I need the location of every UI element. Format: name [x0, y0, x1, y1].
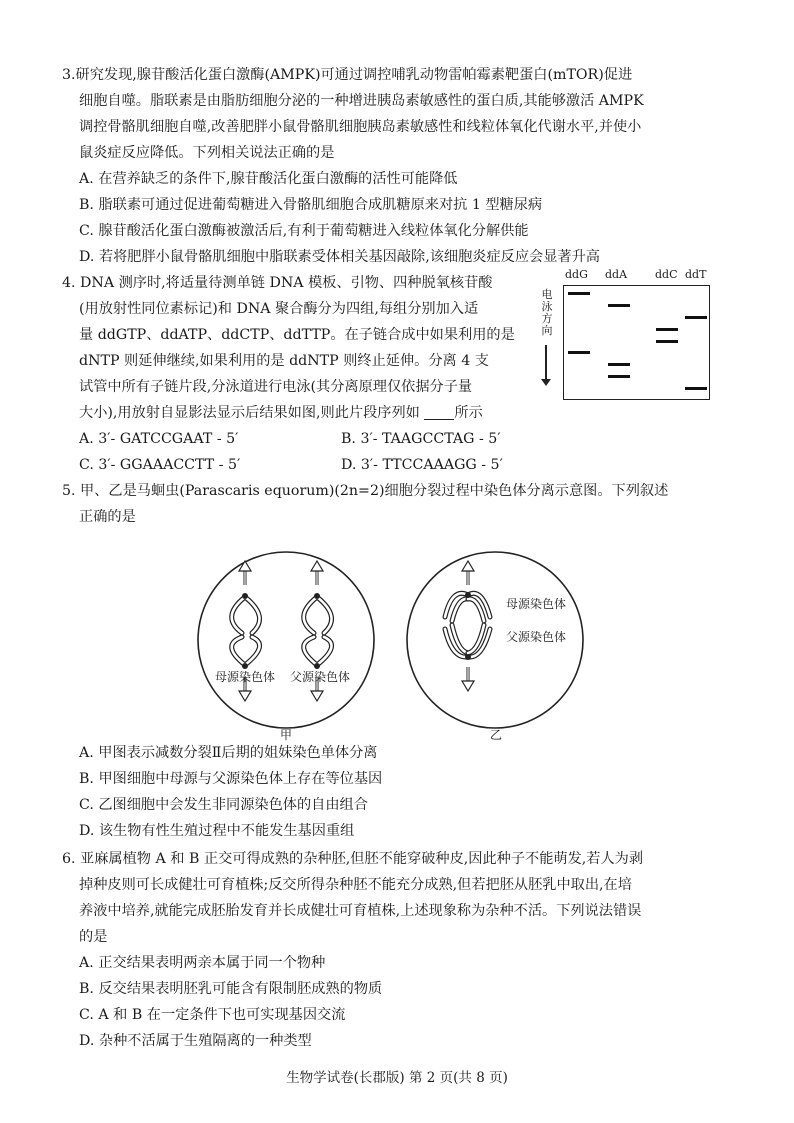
question-3-stem-line: 鼠炎症反应降低。下列相关说法正确的是: [79, 145, 335, 161]
direction-arrow-icon: [545, 345, 547, 380]
question-6-stem-line: 的是: [79, 929, 108, 945]
question-6-option-d: D. 杂种不活属于生殖隔离的一种类型: [79, 1033, 312, 1049]
cell-division-figure: [190, 545, 610, 745]
label-paternal-chromosome-jia: 父源染色体: [290, 670, 351, 684]
electrophoresis-gel: [563, 285, 710, 400]
question-3-option-c: C. 腺苷酸活化蛋白激酶被激活后,有利于葡萄糖进入线粒体氧化分解供能: [79, 223, 529, 239]
lane-label-ddg: ddG: [565, 268, 588, 281]
gel-band-dda: [608, 375, 630, 378]
lane-label-ddt: ddT: [685, 268, 707, 281]
direction-char: 电: [541, 288, 553, 301]
question-6-stem-line: 掉种皮则可长成健壮可育植株;反交所得杂种胚不能充分成熟,但若把胚从胚乳中取出,在培: [79, 877, 632, 893]
direction-char: 泳: [541, 300, 553, 313]
question-3: [62, 62, 736, 270]
gel-band-ddg: [568, 292, 590, 295]
question-4-stem-line: 试管中所有子链片段,分泳道进行电泳(其分离原理仅依据分子量: [79, 379, 473, 395]
question-4-stem-line: dNTP 则延伸继续,如果利用的是 ddNTP 则终止延伸。分离 4 支: [79, 353, 489, 369]
question-4-stem-tail: 所示: [454, 405, 483, 421]
direction-char: 方: [541, 312, 553, 325]
gel-band-ddc: [656, 340, 678, 343]
gel-band-ddt: [685, 387, 707, 390]
question-6-option-b: B. 反交结果表明胚乳可能含有限制胚成熟的物质: [79, 981, 383, 997]
label-paternal-chromosome-yi: 父源染色体: [506, 630, 567, 644]
caption-jia: 甲: [280, 728, 293, 742]
gel-band-ddc: [656, 328, 678, 331]
question-3-stem-line: 调控骨骼肌细胞自噬,改善肥胖小鼠骨骼肌细胞胰岛素敏感性和线粒体氧化代谢水平,并使小: [79, 119, 642, 135]
question-5-option-c: C. 乙图细胞中会发生非同源染色体的自由组合: [79, 797, 368, 813]
lane-label-dda: ddA: [605, 268, 628, 281]
cell-jia: [198, 552, 374, 728]
gel-band-ddt: [685, 316, 707, 319]
question-5-stem-line: 正确的是: [79, 509, 136, 525]
question-3-option-b: B. 脂联素可通过促进葡萄糖进入骨骼肌细胞合成肌糖原来对抗 1 型糖尿病: [79, 197, 543, 213]
question-3-stem-line: 3.研究发现,腺苷酸活化蛋白激酶(AMPK)可通过调控哺乳动物雷帕霉素靶蛋白(mTOR)促进: [62, 67, 633, 83]
question-3-stem-line: 细胞自噬。脂联素是由脂肪细胞分泌的一种增进胰岛素敏感性的蛋白质,其能够激活 AMPK: [79, 93, 644, 109]
question-6-option-c: C. A 和 B 在一定条件下也可实现基因交流: [79, 1007, 346, 1023]
question-4-option-a: A. 3′- GATCCGAAT - 5′: [79, 431, 239, 447]
question-4-option-b: B. 3′- TAAGCCTAG - 5′: [341, 431, 501, 447]
gel-band-dda: [608, 304, 630, 307]
cell-division-svg: [190, 545, 610, 745]
question-4-option-d: D. 3′- TTCCAAAGG - 5′: [341, 457, 503, 473]
question-3-option-d: D. 若将肥胖小鼠骨骼肌细胞中脂联素受体相关基因敲除,该细胞炎症反应会显著升高: [79, 249, 600, 265]
label-maternal-chromosome-yi: 母源染色体: [506, 597, 567, 611]
caption-yi: 乙: [490, 728, 503, 742]
question-4-stem-line: (用放射性同位素标记)和 DNA 聚合酶分为四组,每组分别加入适: [79, 301, 479, 317]
question-6-stem-line: 6. 亚麻属植物 A 和 B 正交可得成熟的杂种胚,但胚不能穿破种皮,因此种子不能萌发,若人为剥: [62, 851, 644, 867]
question-5-options: [62, 740, 736, 844]
label-maternal-chromosome-jia: 母源染色体: [215, 670, 276, 684]
question-6: [62, 846, 736, 1054]
lane-label-ddc: ddC: [655, 268, 678, 281]
question-5-option-b: B. 甲图细胞中母源与父源染色体上存在等位基因: [79, 771, 383, 787]
question-4-options-row: [62, 452, 532, 478]
question-4-stem-line: [62, 400, 532, 426]
question-4-option-c: C. 3′- GGAAACCTT - 5′: [79, 457, 241, 473]
question-4-stem-line: 4. DNA 测序时,将适量待测单链 DNA 模板、引物、四种脱氧核苷酸: [62, 275, 493, 291]
question-5-option-d: D. 该生物有性生殖过程中不能发生基因重组: [79, 823, 355, 839]
question-4-stem-line: 量 ddGTP、ddATP、ddCTP、ddTTP。在子链合成中如果利用的是: [79, 327, 515, 343]
question-5-stem-line: 5. 甲、乙是马蛔虫(Parascaris equorum)(2n=2)细胞分裂过程中染色体分离示意图。下列叙述: [62, 483, 669, 499]
electrophoresis-direction-label: [540, 289, 554, 337]
question-6-stem-line: 养液中培养,就能完成胚胎发育并长成健壮可育植株,上述现象称为杂种不活。下列说法错误: [79, 903, 642, 919]
direction-char: 向: [541, 324, 553, 337]
question-3-option-a: A. 在营养缺乏的条件下,腺苷酸活化蛋白激酶的活性可能降低: [79, 171, 458, 187]
page-footer: 生物学试卷(长郡版) 第 2 页(共 8 页): [286, 1070, 508, 1086]
question-4: [62, 270, 532, 478]
question-4-stem-text: 大小),用放射自显影法显示后结果如图,则此片段序列如: [79, 405, 420, 421]
answer-blank: [424, 403, 454, 420]
question-6-option-a: A. 正交结果表明两亲本属于同一个物种: [79, 955, 326, 971]
gel-band-ddg: [568, 351, 590, 354]
question-5: [62, 478, 736, 530]
question-5-option-a: A. 甲图表示减数分裂Ⅱ后期的姐妹染色单体分离: [79, 745, 378, 761]
gel-band-dda: [608, 363, 630, 366]
question-4-options-row: [62, 426, 532, 452]
